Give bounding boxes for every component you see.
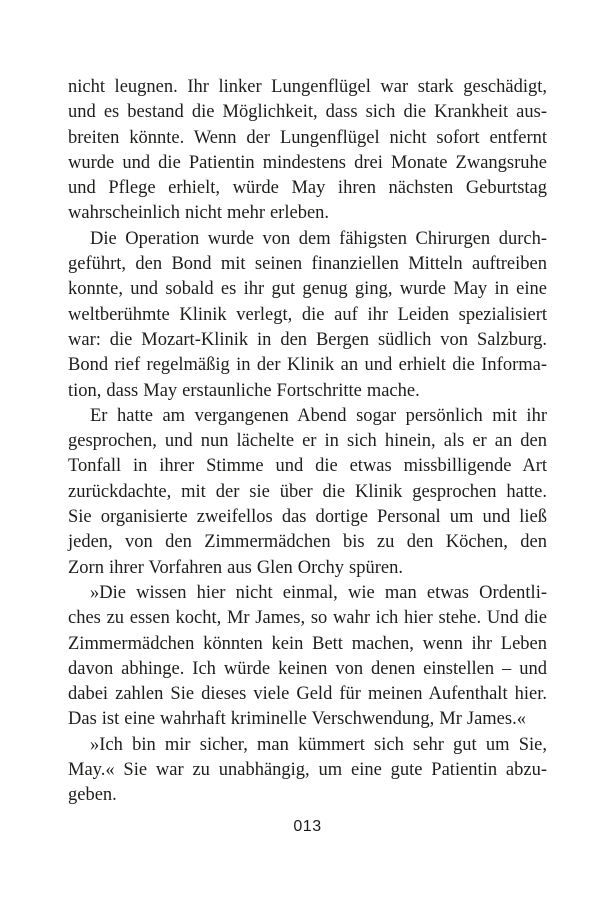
- text-line: Zimmermädchen könnten kein Bett machen, wenn ihr Leben: [68, 633, 547, 654]
- text-line: und es bestand die Möglichkeit, dass sich die Krankheit aus-: [68, 102, 547, 123]
- paragraph: [68, 404, 547, 581]
- paragraph: [68, 581, 547, 733]
- text-line: wurde und die Patientin mindestens drei Monate Zwangsruhe: [68, 152, 547, 173]
- text-line: Tonfall in ihrer Stimme und die etwas missbilligende Art: [68, 456, 547, 477]
- text-line: nicht leugnen. Ihr linker Lungenflügel war stark geschädigt,: [68, 77, 547, 97]
- text-line: weltberühmte Klinik verlegt, die auf ihr Leiden spezialisiert: [68, 304, 547, 325]
- text-line: geführt, den Bond mit seinen finanziellen Mitteln auftreiben: [68, 254, 547, 275]
- paragraph: [68, 733, 547, 809]
- text-line: Bond rief regelmäßig in der Klinik an und erhielt die Informa-: [68, 355, 547, 376]
- page-text: [68, 75, 547, 809]
- page-number: 013: [293, 818, 322, 835]
- text-line: geben.: [68, 785, 117, 806]
- text-line: tion, dass May erstaunliche Fortschritte mache.: [68, 380, 420, 401]
- text-line: Sie organisierte zweifellos das dortige Personal um und ließ: [68, 507, 547, 528]
- text-line: zurückdachte, mit der sie über die Klinik gesprochen hatte.: [68, 481, 547, 502]
- text-line: Das ist eine wahrhaft kriminelle Verschwendung, Mr James.«: [68, 709, 526, 730]
- text-line: und Pflege erhielt, würde May ihren nächsten Geburtstag: [68, 178, 547, 199]
- paragraph: [68, 227, 547, 404]
- text-line: ches zu essen kocht, Mr James, so wahr ich hier stehe. Und die: [68, 608, 547, 629]
- text-line: breiten könnte. Wenn der Lungenflügel nicht sofort entfernt: [68, 127, 547, 148]
- text-line: »Die wissen hier nicht einmal, wie man etwas Ordentli-: [90, 582, 547, 603]
- text-line: Zorn ihrer Vorfahren aus Glen Orchy spüren.: [68, 557, 403, 578]
- paragraph: [68, 75, 547, 227]
- text-line: May.« Sie war zu unabhängig, um eine gute Patientin abzu-: [68, 760, 547, 781]
- text-line: Er hatte am vergangenen Abend sogar persönlich mit ihr: [90, 405, 547, 426]
- text-line: gesprochen, und nun lächelte er in sich hinein, als er an den: [68, 431, 547, 452]
- text-line: davon abhinge. Ich würde keinen von denen einstellen – und: [68, 658, 547, 679]
- text-line: wahrscheinlich nicht mehr erleben.: [68, 203, 330, 224]
- text-line: jeden, von den Zimmermädchen bis zu den Köchen, den: [68, 532, 547, 553]
- text-line: Die Operation wurde von dem fähigsten Chirurgen durch-: [90, 228, 547, 249]
- text-line: konnte, und sobald es ihr gut genug ging, wurde May in eine: [68, 279, 547, 300]
- text-line: »Ich bin mir sicher, man kümmert sich sehr gut um Sie,: [90, 734, 547, 755]
- text-line: war: die Mozart-Klinik in den Bergen südlich von Salzburg.: [68, 329, 547, 350]
- text-line: dabei zahlen Sie dieses viele Geld für meinen Aufenthalt hier.: [68, 684, 547, 705]
